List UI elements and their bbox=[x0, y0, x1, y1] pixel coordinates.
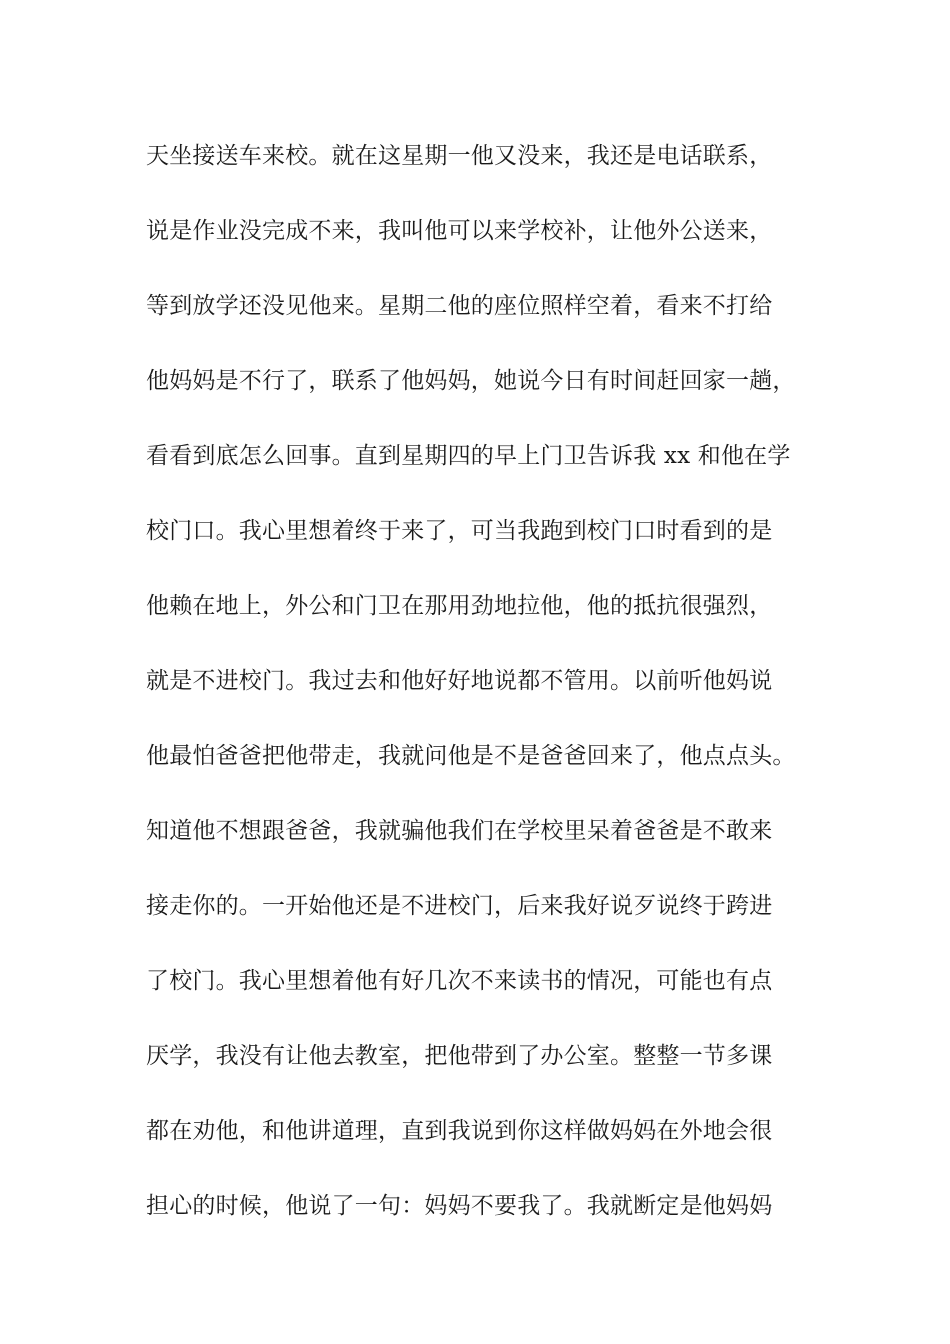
text-line-4: 他妈妈是不行了，联系了他妈妈，她说今日有时间赶回家一趟， bbox=[146, 368, 796, 394]
text-line-8: 就是不进校门。我过去和他好好地说都不管用。以前听他妈说 bbox=[146, 668, 773, 694]
text-line-6: 校门口。我心里想着终于来了，可当我跑到校门口时看到的是 bbox=[146, 518, 773, 544]
text-line-11: 接走你的。一开始他还是不进校门，后来我好说歹说终于跨进 bbox=[146, 893, 773, 919]
text-line-9: 他最怕爸爸把他带走，我就问他是不是爸爸回来了，他点点头。 bbox=[146, 743, 796, 769]
body-text bbox=[146, 132, 836, 1257]
text-line-1: 天坐接送车来校。就在这星期一他又没来，我还是电话联系， bbox=[146, 143, 773, 169]
text-line-3: 等到放学还没见他来。星期二他的座位照样空着，看来不打给 bbox=[146, 293, 773, 319]
text-line-14: 都在劝他，和他讲道理，直到我说到你这样做妈妈在外地会很 bbox=[146, 1118, 773, 1144]
text-line-7: 他赖在地上，外公和门卫在那用劲地拉他，他的抵抗很强烈， bbox=[146, 593, 773, 619]
text-line-5: 看看到底怎么回事。直到星期四的早上门卫告诉我 xx 和他在学 bbox=[146, 443, 791, 469]
text-line-15: 担心的时候，他说了一句：妈妈不要我了。我就断定是他妈妈 bbox=[146, 1193, 773, 1219]
text-line-10: 知道他不想跟爸爸，我就骗他我们在学校里呆着爸爸是不敢来 bbox=[146, 818, 773, 844]
text-line-13: 厌学，我没有让他去教室，把他带到了办公室。整整一节多课 bbox=[146, 1043, 773, 1069]
text-line-2: 说是作业没完成不来，我叫他可以来学校补，让他外公送来， bbox=[146, 218, 773, 244]
text-line-12: 了校门。我心里想着他有好几次不来读书的情况，可能也有点 bbox=[146, 968, 773, 994]
